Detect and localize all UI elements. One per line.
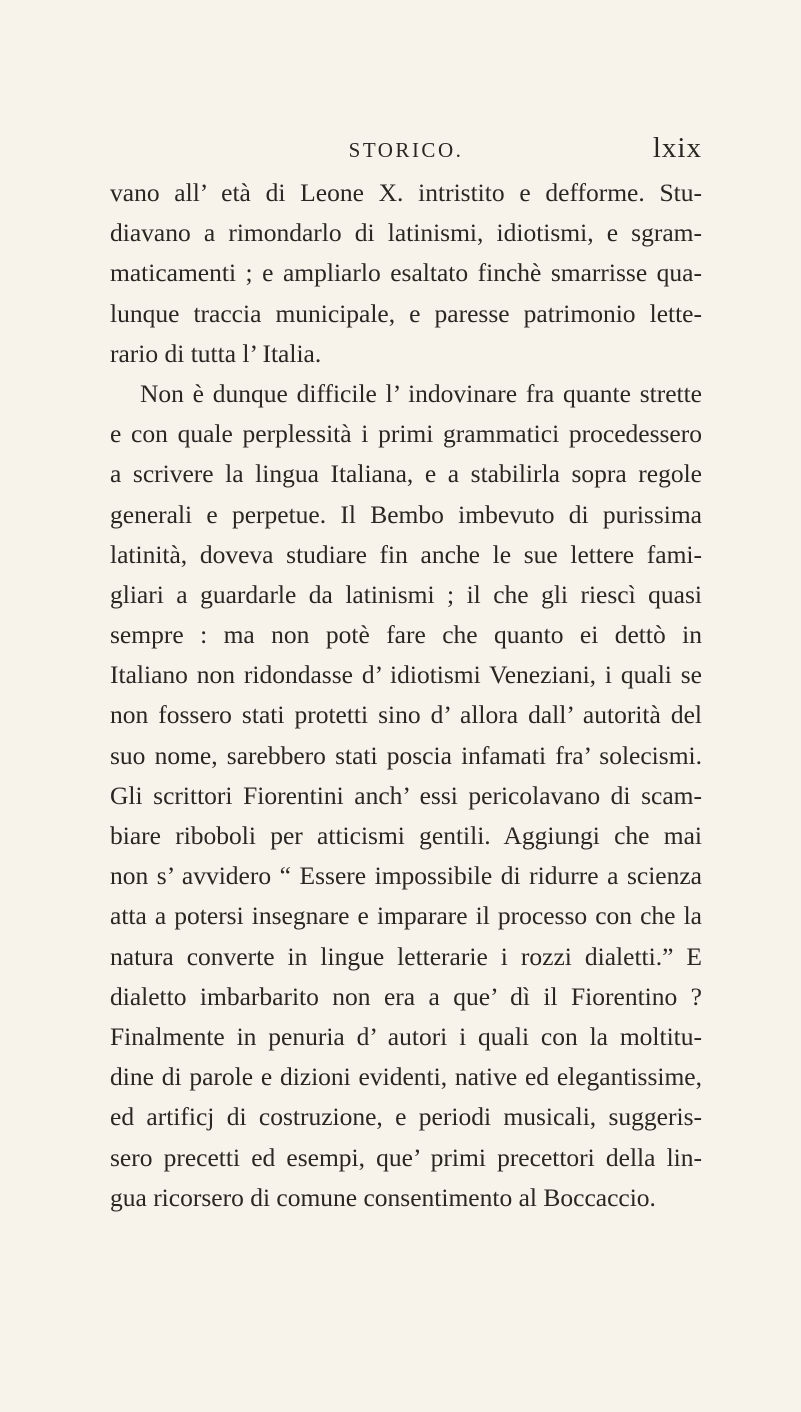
text-line: e con quale perplessità i primi grammatici procedessero [110, 419, 702, 449]
text-line: atta a potersi insegnare e imparare il processo con che la [110, 901, 702, 931]
text-line: dialetto imbarbarito non era a que’ dì il Fiorentino ? [110, 981, 702, 1011]
text-line: Gli scrittori Fiorentini anch’ essi pericolavano di scam- [110, 780, 702, 810]
text-line: dine di parole e dizioni evidenti, native ed elegantissime, [110, 1062, 702, 1092]
text-line: ed artificj di costruzione, e periodi musicali, suggeris- [110, 1102, 702, 1132]
text-line: sempre : ma non potè fare che quanto ei dettò in [110, 620, 702, 650]
text-line: suo nome, sarebbero stati poscia infamati fra’ solecismi. [110, 740, 702, 770]
text-line: gua ricorsero di comune consentimento al Boccaccio. [110, 1182, 656, 1212]
text-line: maticamenti ; e ampliarlo esaltato finchè smarrisse qua- [110, 258, 702, 288]
text-line: sero precetti ed esempi, que’ primi precettori della lin- [110, 1142, 702, 1172]
running-head [110, 132, 702, 172]
text-line: non fossero stati protetti sino d’ allora dall’ autorità del [110, 700, 702, 730]
text-line: natura converte in lingue letterarie i rozzi dialetti.” E [110, 941, 702, 971]
body-text [110, 173, 702, 1218]
page-number: lxix [652, 132, 702, 164]
text-line: Italiano non ridondasse d’ idiotismi Veneziani, i quali se [110, 660, 702, 690]
text-line: diavano a rimondarlo di latinismi, idiotismi, e sgram- [110, 218, 702, 248]
text-line: gliari a guardarle da latinismi ; il che gli riescì quasi [110, 579, 702, 609]
text-line: Finalmente in penuria d’ autori i quali con la moltitu- [110, 1021, 702, 1051]
text-line: vano all’ età di Leone X. intristito e defforme. Stu- [110, 178, 702, 207]
text-line: a scrivere la lingua Italiana, e a stabilirla sopra regole [110, 459, 702, 489]
text-line: latinità, doveva studiare fin anche le sue lettere fami- [110, 539, 702, 569]
text-line: biare riboboli per atticismi gentili. Aggiungi che mai [110, 821, 702, 850]
text-line: generali e perpetue. Il Bembo imbevuto di purissima [110, 499, 702, 529]
text-line: rario di tutta l’ Italia. [110, 338, 322, 368]
text-line: lunque traccia municipale, e paresse patrimonio lette- [110, 298, 702, 328]
text-line: non s’ avvidero “ Essere impossibile di ridurre a scienza [110, 861, 702, 891]
running-title: STORICO. [348, 138, 464, 162]
text-line: Non è dunque difficile l’ indovinare fra quante strette [140, 378, 702, 408]
